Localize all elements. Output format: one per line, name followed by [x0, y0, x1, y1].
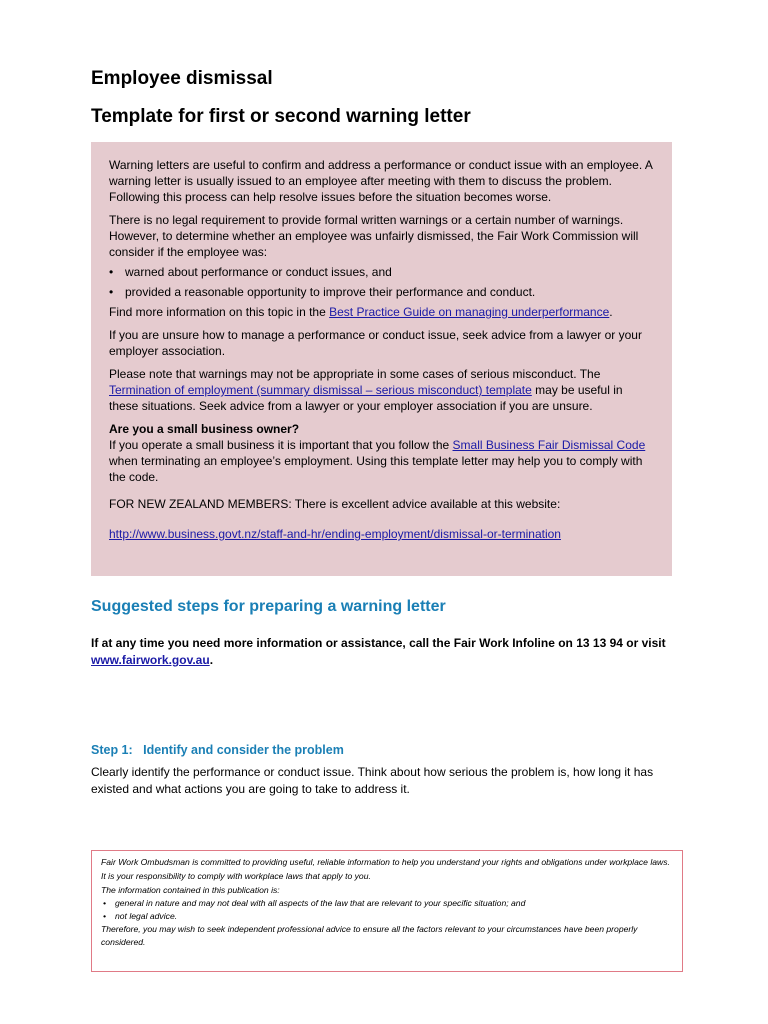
intro-paragraph-6: If you operate a small business it is important that you follow the Small Business Fair Dismissal Code when terminating an employee’s employment. Using this template letter may help you to comply with the code.: [109, 438, 646, 484]
disclaimer-paragraph-4: Therefore, you may wish to seek independent professional advice to ensure all the factors relevant to your circumstances have been properly considered.: [101, 924, 638, 947]
step-1-heading: [91, 743, 344, 757]
disclaimer-paragraph-2: It is your responsibility to comply with workplace laws that apply to you.: [101, 871, 371, 881]
step-1-body: Clearly identify the performance or conduct issue. Think about how serious the problem is, how long it has existed and what actions you are going to take to address it.: [91, 765, 654, 796]
list-item: • provided a reasonable opportunity to improve their performance and conduct.: [109, 285, 536, 299]
step-1-label: Step 1:: [91, 743, 133, 757]
termination-template-link[interactable]: Termination of employment (summary dismissal – serious misconduct) template: [109, 383, 532, 397]
disclaimer-box: [91, 850, 683, 972]
nz-note: FOR NEW ZEALAND MEMBERS: There is excellent advice available at this website:: [109, 497, 561, 511]
nz-link-paragraph: [109, 526, 654, 542]
bullet-icon: •: [109, 265, 114, 279]
small-business-code-link[interactable]: Small Business Fair Dismissal Code: [452, 438, 646, 452]
bullet-icon: •: [103, 898, 107, 908]
nz-business-link[interactable]: http://www.business.govt.nz/staff-and-hr/ending-employment/dismissal-or-termination: [109, 527, 561, 541]
list-item: • not legal advice.: [103, 911, 178, 921]
section-title: Suggested steps for preparing a warning letter: [91, 598, 446, 615]
intro-bullet-list: [109, 264, 654, 300]
intro-paragraph-3: Find more information on this topic in the Best Practice Guide on managing underperformance.: [109, 305, 613, 319]
document-subtitle: Template for first or second warning letter: [91, 106, 471, 127]
bullet-icon: •: [103, 911, 107, 921]
intro-paragraph-1: Warning letters are useful to confirm and address a performance or conduct issue with an employee. A warning letter is usually issued to an employee after meeting with them to discuss the problem. Following this process can help resolve issues before the situation becomes worse.: [109, 158, 653, 204]
list-item: • warned about performance or conduct issues, and: [109, 265, 392, 279]
intro-paragraph-5: Please note that warnings may not be appropriate in some cases of serious misconduct. The Termination of employment (summary dismissal – serious misconduct) template may be useful in these situations. Seek advice from a lawyer or your employer association if you are unsure.: [109, 367, 623, 413]
small-business-heading: Are you a small business owner?: [109, 422, 300, 436]
intro-box: [91, 142, 672, 576]
intro-paragraph-4: If you are unsure how to manage a performance or conduct issue, seek advice from a lawyer or your employer association.: [109, 328, 642, 358]
disclaimer-paragraph-3: The information contained in this publication is:: [101, 885, 280, 895]
fairwork-link[interactable]: www.fairwork.gov.au: [91, 653, 210, 667]
step-1-title: Identify and consider the problem: [143, 743, 344, 757]
disclaimer-paragraph-1: Fair Work Ombudsman is committed to providing useful, reliable information to help you understand your rights and obligations under workplace laws.: [101, 857, 670, 867]
list-item: • general in nature and may not deal with all aspects of the law that are relevant to your specific situation; and: [103, 898, 526, 908]
infoline-text: If at any time you need more information or assistance, call the Fair Work Infoline on 13 13 94 or visit www.fairwork.gov.au.: [91, 636, 666, 667]
bullet-icon: •: [109, 285, 114, 299]
best-practice-guide-link[interactable]: Best Practice Guide on managing underperformance: [329, 305, 610, 319]
document-title: Employee dismissal: [91, 68, 273, 89]
intro-paragraph-2: There is no legal requirement to provide formal written warnings or a certain number of warnings. However, to determine whether an employee was unfairly dismissed, the Fair Work Commission will consider if the employee was:: [109, 213, 639, 259]
